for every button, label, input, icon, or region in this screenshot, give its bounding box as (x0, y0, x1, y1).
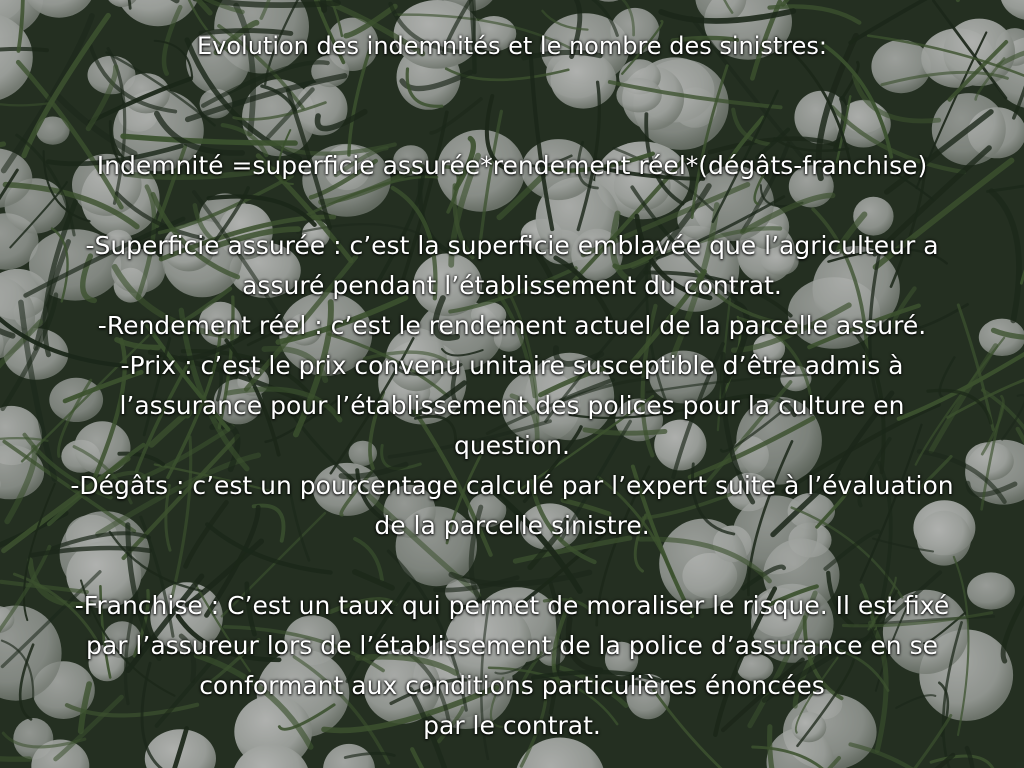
definition-superficie-line-2: assuré pendant l’établissement du contrat. (242, 271, 782, 300)
formula-text: Indemnité =superficie assurée*rendement réel*(dégâts-franchise) (96, 151, 928, 180)
slide-title: Evolution des indemnités et le nombre des sinistres: (196, 32, 827, 60)
definition-degats-line-2: de la parcelle sinistre. (374, 511, 650, 540)
definition-franchise-line-3: conformant aux conditions particulières énoncées (199, 671, 825, 700)
definition-franchise-line-4: par le contrat. (423, 711, 601, 740)
definition-prix-line-3: question. (454, 431, 570, 460)
definition-prix-line-1: -Prix : c’est le prix convenu unitaire susceptible d’être admis à (120, 351, 904, 380)
definition-rendement: -Rendement réel : c’est le rendement actuel de la parcelle assuré. (97, 311, 927, 340)
definition-prix-line-2: l’assurance pour l’établissement des polices pour la culture en (119, 391, 905, 420)
definition-franchise-line-1: -Franchise : C’est un taux qui permet de moraliser le risque. Il est fixé (74, 591, 950, 620)
definition-franchise-line-2: par l’assureur lors de l’établissement de la police d’assurance en se (86, 631, 938, 660)
definition-superficie-line-1: -Superficie assurée : c’est la superficie emblavée que l’agriculteur a (85, 231, 939, 260)
definition-degats-line-1: -Dégâts : c’est un pourcentage calculé par l’expert suite à l’évaluation (70, 471, 954, 500)
